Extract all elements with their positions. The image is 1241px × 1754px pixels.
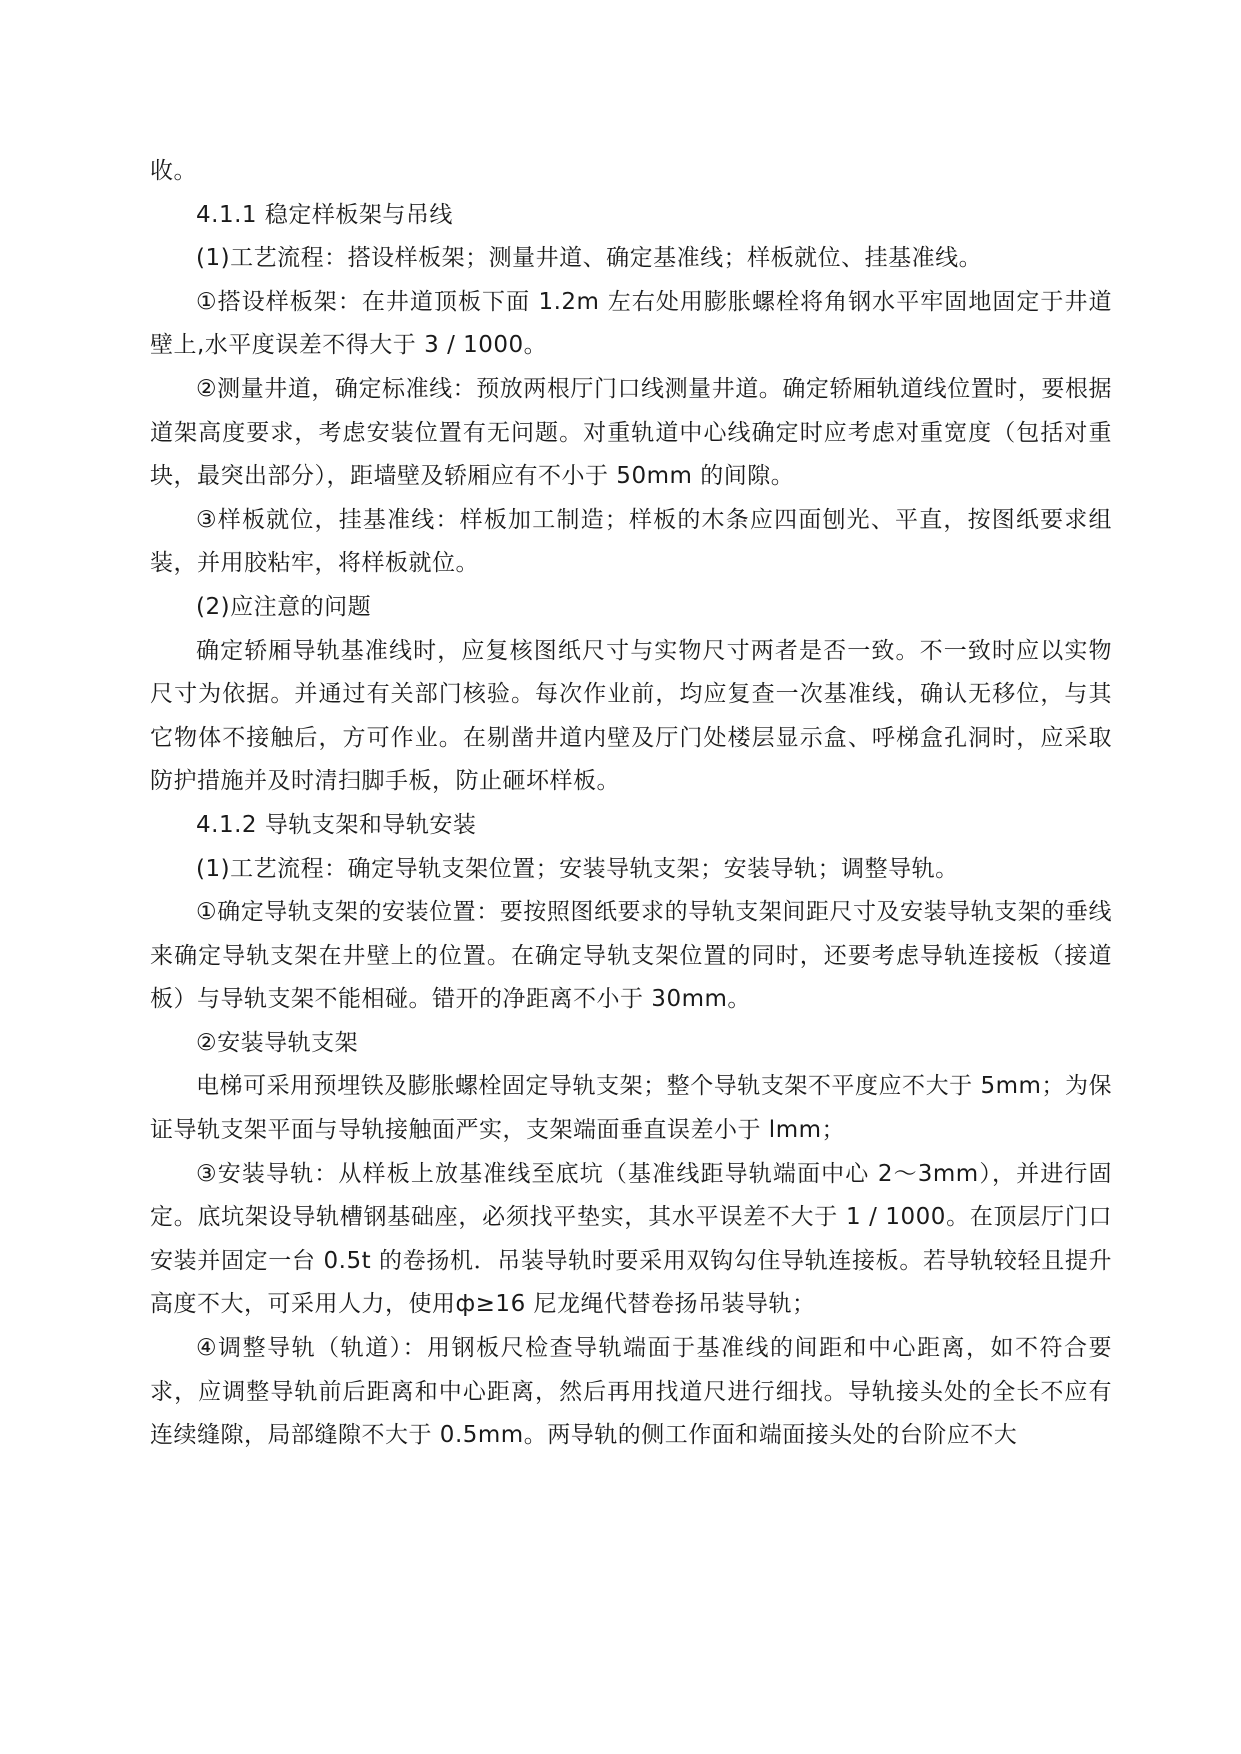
- paragraph-step-1: ①搭设样板架：在井道顶板下面 1.2m 左右处用膨胀螺栓将角钢水平牢固地固定于井道壁上,水平度误差不得大于 3 / 1000。: [150, 288, 1112, 359]
- paragraph-rail-step-4: ④调整导轨（轨道）：用钢板尺检查导轨端面于基准线的间距和中心距离，如不符合要求，应调整导轨前后距离和中心距离，然后再用找道尺进行细找。导轨接头处的全长不应有连续缝隙，局部缝隙不大于 0.5mm。两导轨的侧工作面和端面接头处的台阶应不大: [150, 1335, 1112, 1449]
- paragraph-process-flow-1: (1)工艺流程：搭设样板架；测量井道、确定基准线；样板就位、挂基准线。: [196, 245, 983, 272]
- paragraph-step-2: ②测量井道，确定标准线：预放两根厅门口线测量井道。确定轿厢轨道线位置时，要根据道架高度要求，考虑安装位置有无问题。对重轨道中心线确定时应考虑对重宽度（包括对重块，最突出部分），距墙壁及轿厢应有不小于 50mm 的间隙。: [150, 375, 1112, 490]
- paragraph-rail-step-1: ①确定导轨支架的安装位置：要按照图纸要求的导轨支架间距尺寸及安装导轨支架的垂线来确定导轨支架在井壁上的位置。在确定导轨支架位置的同时，还要考虑导轨连接板（接道板）与导轨支架不能相碰。错开的净距离不小于 30mm。: [150, 899, 1112, 1013]
- paragraph-step-3: ③样板就位，挂基准线：样板加工制造；样板的木条应四面刨光、平直，按图纸要求组装，并用胶粘牢，将样板就位。: [150, 506, 1112, 577]
- section-heading-4-1-1: 4.1.1 稳定样板架与吊线: [196, 201, 453, 228]
- paragraph-process-flow-2: (1)工艺流程：确定导轨支架位置；安装导轨支架；安装导轨；调整导轨。: [196, 855, 959, 882]
- paragraph-bracket-fixing: 电梯可采用预埋铁及膨胀螺栓固定导轨支架；整个导轨支架不平度应不大于 5mm；为保证导轨支架平面与导轨接触面严实，支架端面垂直误差小于 lmm；: [150, 1073, 1112, 1144]
- paragraph-notes-body: 确定轿厢导轨基准线时，应复核图纸尺寸与实物尺寸两者是否一致。不一致时应以实物尺寸为依据。并通过有关部门核验。每次作业前，均应复查一次基准线，确认无移位，与其它物体不接触后，方可作业。在剔凿井道内壁及厅门处楼层显示盒、呼梯盒孔洞时，应采取防护措施并及时清扫脚手板，防止砸坏样板。: [150, 637, 1112, 795]
- document-page: [150, 150, 1112, 1458]
- subheading-notes: (2)应注意的问题: [196, 593, 372, 620]
- paragraph-rail-step-2: ②安装导轨支架: [196, 1029, 359, 1056]
- paragraph-continuation: 收。: [150, 158, 197, 184]
- paragraph-rail-step-3: ③安装导轨：从样板上放基准线至底坑（基准线距导轨端面中心 2～3mm），并进行固定。底坑架设导轨槽钢基础座，必须找平垫实，其水平误差不大于 1 / 1000。在顶层厅门口安装并固定一台 0.5t 的卷扬机．吊装导轨时要采用双钩勾住导轨连接板。若导轨较轻且提升高度不大，可采用人力，使用ф≥16 尼龙绳代替卷扬吊装导轨；: [150, 1160, 1112, 1318]
- section-heading-4-1-2: 4.1.2 导轨支架和导轨安装: [196, 811, 477, 838]
